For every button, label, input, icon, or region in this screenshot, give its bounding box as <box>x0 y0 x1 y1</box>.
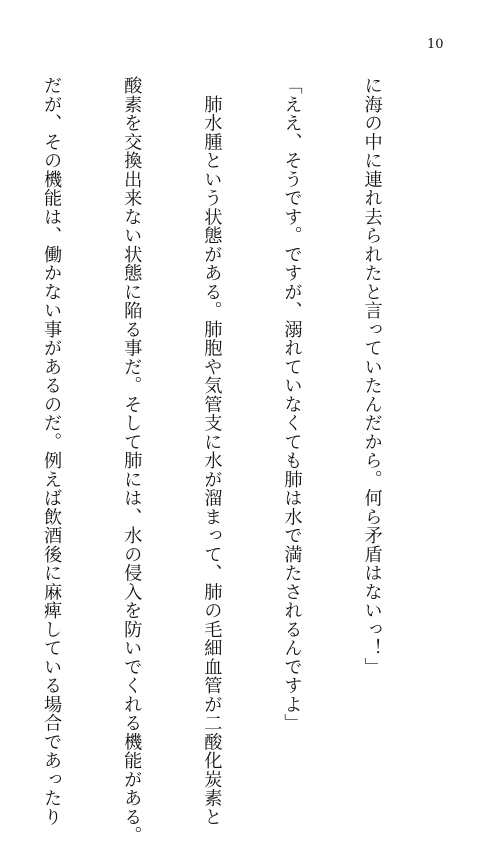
text-line: 肺水腫という状態がある。肺胞や気管支に水が溜まって、肺の毛細血管が二酸化炭素と <box>201 76 223 826</box>
text-line: だが、その機能は、働かない事があるのだ。例えば飲酒後に麻痺している場合であったり <box>41 76 63 826</box>
page-number: 10 <box>427 37 444 52</box>
text-line: 酸素を交換出来ない状態に陥る事だ。そして肺には、水の侵入を防いでくれる機能がある。 <box>121 76 143 845</box>
vertical-text-body <box>0 76 438 845</box>
text-line: に海の中に連れ去られたと言っていたんだから。何ら矛盾はないっ！」 <box>361 76 383 676</box>
text-line: 「ええ、そうです。ですが、溺れていなくても肺は水で満たされるんですよ」 <box>281 76 303 733</box>
